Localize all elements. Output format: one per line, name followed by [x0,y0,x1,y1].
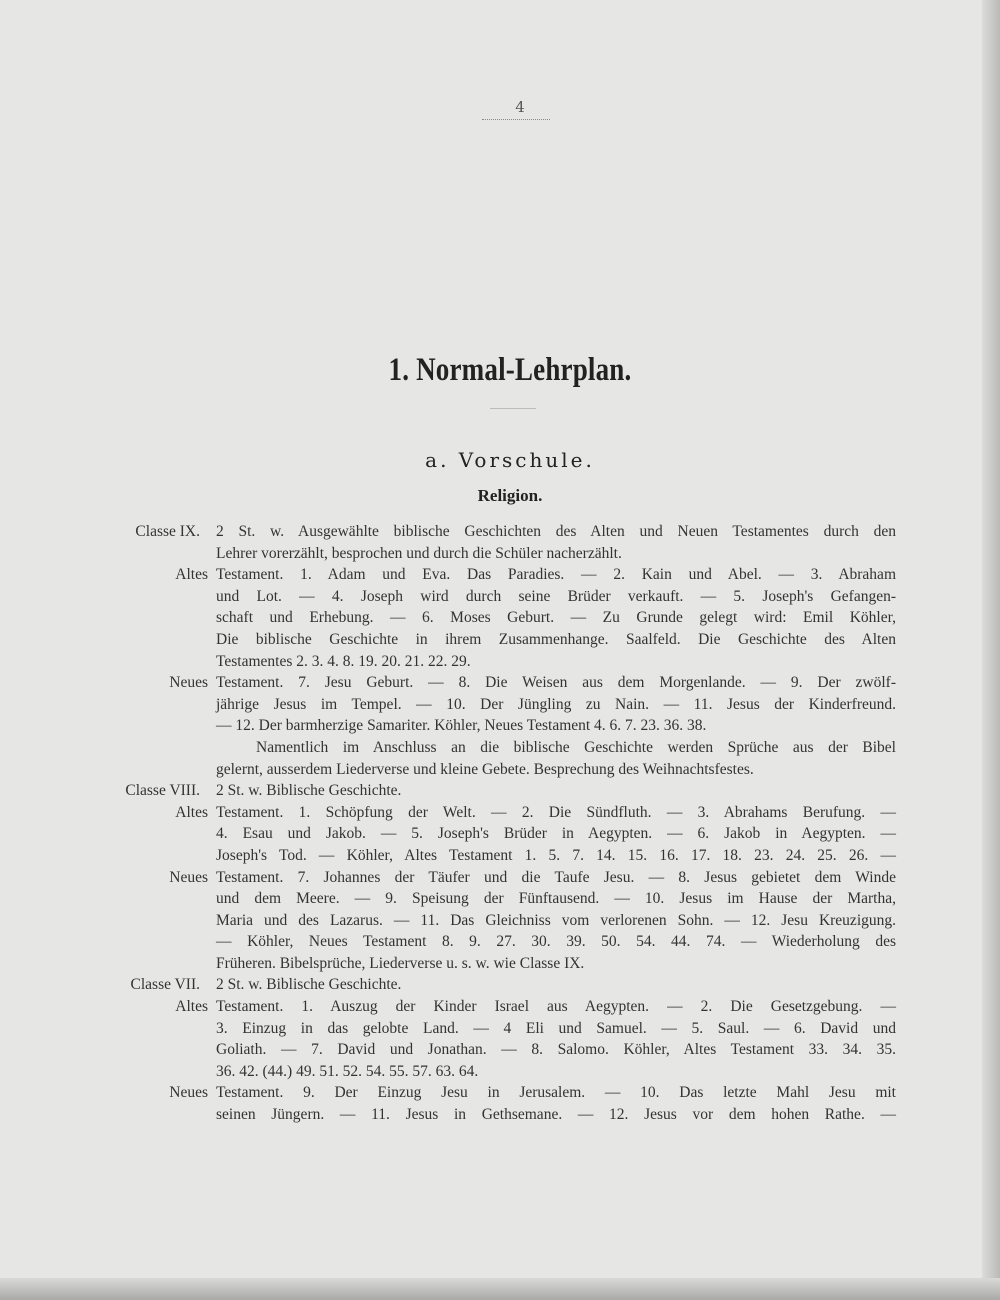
line-text: Testament. 7. Jesu Geburt. — 8. Die Weisen aus dem Morgenlande. — 9. Der zwölf- [216,674,896,692]
page-number: 4 [515,98,525,116]
line-text: Lehrer vorerzählt, besprochen und durch die Schüler nacherzählt. [216,544,622,562]
line-text: und dem Meere. — 9. Speisung der Fünftausend. — 10. Jesus im Hause der Martha, [216,890,896,908]
line-text: schaft und Erhebung. — 6. Moses Geburt. — Zu Grunde gelegt wird: Emil Köhler, [216,609,896,627]
text-line [100,888,910,910]
line-text: 3. Einzug in das gelobte Land. — 4 Eli und Samuel. — 5. Saul. — 6. David und [216,1019,896,1037]
text-line [100,1039,910,1061]
title-divider [490,408,536,409]
line-text: und Lot. — 4. Joseph wird durch seine Brüder verkauft. — 5. Joseph's Gefangen- [216,587,896,605]
testament-label: Altes [175,803,208,821]
page-edge-right [982,0,1000,1300]
text-line [100,953,910,975]
line-text: Joseph's Tod. — Köhler, Altes Testament 1. 5. 7. 14. 15. 16. 17. 18. 23. 24. 25. 26. — [216,846,896,864]
text-line [100,802,910,824]
text-line [100,651,910,673]
line-text: 2 St. w. Ausgewählte biblische Geschichten des Alten und Neuen Testamentes durch den [216,523,896,540]
line-text: Die biblische Geschichte in ihrem Zusammenhange. Saalfeld. Die Geschichte des Alten [216,630,896,648]
line-text: jährige Jesus im Tempel. — 10. Der Jüngling zu Nain. — 11. Jesus der Kinderfreund. [216,695,896,713]
line-text: 36. 42. (44.) 49. 51. 52. 54. 55. 57. 63. 64. [216,1062,479,1080]
text-line [100,1018,910,1040]
text-line [100,867,910,889]
line-text: Testament. 1. Auszug der Kinder Israel aus Aegypten. — 2. Die Gesetzgebung. — [216,998,896,1016]
text-line [100,1104,910,1126]
line-text: Testamentes 2. 3. 4. 8. 19. 20. 21. 22. 29. [216,652,471,670]
text-line [100,931,910,953]
text-line [100,759,910,781]
testament-label: Neues [169,1084,208,1102]
line-text: Testament. 1. Schöpfung der Welt. — 2. Die Sündfluth. — 3. Abrahams Berufung. — [216,803,896,821]
line-text: gelernt, ausserdem Liederverse und kleine Gebete. Besprechung des Weihnachtsfestes. [216,760,754,778]
class-label: Classe IX. [135,523,200,540]
text-line [100,521,910,543]
line-text: — Köhler, Neues Testament 8. 9. 27. 30. 39. 50. 54. 44. 74. — Wiederholung des [216,933,896,951]
text-line [100,607,910,629]
class-label: Classe VII. [130,976,200,994]
line-text: Namentlich im Anschluss an die biblische Geschichte werden Sprüche aus der Bibel [256,738,896,756]
text-line [100,780,910,802]
text-line [100,564,910,586]
line-text: seinen Jüngern. — 11. Jesus in Gethsemane. — 12. Jesus vor dem hohen Rathe. — [216,1106,896,1124]
curriculum-text [100,521,910,1126]
line-text: Maria und des Lazarus. — 11. Das Gleichniss vom verlorenen Sohn. — 12. Jesu Kreuzigung. [216,911,896,929]
line-text: 4. Esau und Jakob. — 5. Joseph's Brüder in Aegypten. — 6. Jakob in Aegypten. — [216,825,896,843]
line-text: 2 St. w. Biblische Geschichte. [216,976,402,994]
text-line [100,996,910,1018]
text-line [100,823,910,845]
text-line [100,672,910,694]
line-text: Testament. 7. Johannes der Täufer und die Taufe Jesu. — 8. Jesus gebietet dem Winde [216,868,896,886]
testament-label: Altes [175,566,208,584]
text-line [100,694,910,716]
text-line [100,1082,910,1104]
text-line [100,586,910,608]
subject-heading: Religion. [477,486,543,505]
text-line [100,910,910,932]
section-heading: a. Vorschule. [425,448,595,472]
line-text: Testament. 1. Adam und Eva. Das Paradies. — 2. Kain und Abel. — 3. Abraham [216,566,896,584]
line-text: Testament. 9. Der Einzug Jesu in Jerusalem. — 10. Das letzte Mahl Jesu mit [216,1084,896,1102]
class-label: Classe VIII. [125,782,200,800]
testament-label: Neues [169,674,208,692]
testament-label: Neues [169,868,208,886]
text-line [100,845,910,867]
text-line [100,629,910,651]
line-text: — 12. Der barmherzige Samariter. Köhler, Neues Testament 4. 6. 7. 23. 36. 38. [216,717,707,735]
text-line [100,715,910,737]
line-text: 2 St. w. Biblische Geschichte. [216,782,402,800]
text-line [100,737,910,759]
testament-label: Altes [175,998,208,1016]
text-line [100,974,910,996]
line-text: Goliath. — 7. David und Jonathan. — 8. Salomo. Köhler, Altes Testament 33. 34. 35. [216,1041,896,1059]
page-title: 1. Normal-Lehrplan. [388,352,632,388]
text-line [100,1061,910,1083]
page-number-rule [482,119,550,120]
text-line [100,543,910,565]
line-text: Früheren. Bibelsprüche, Liederverse u. s. w. wie Classe IX. [216,954,585,972]
page-edge-bottom [0,1278,1000,1300]
